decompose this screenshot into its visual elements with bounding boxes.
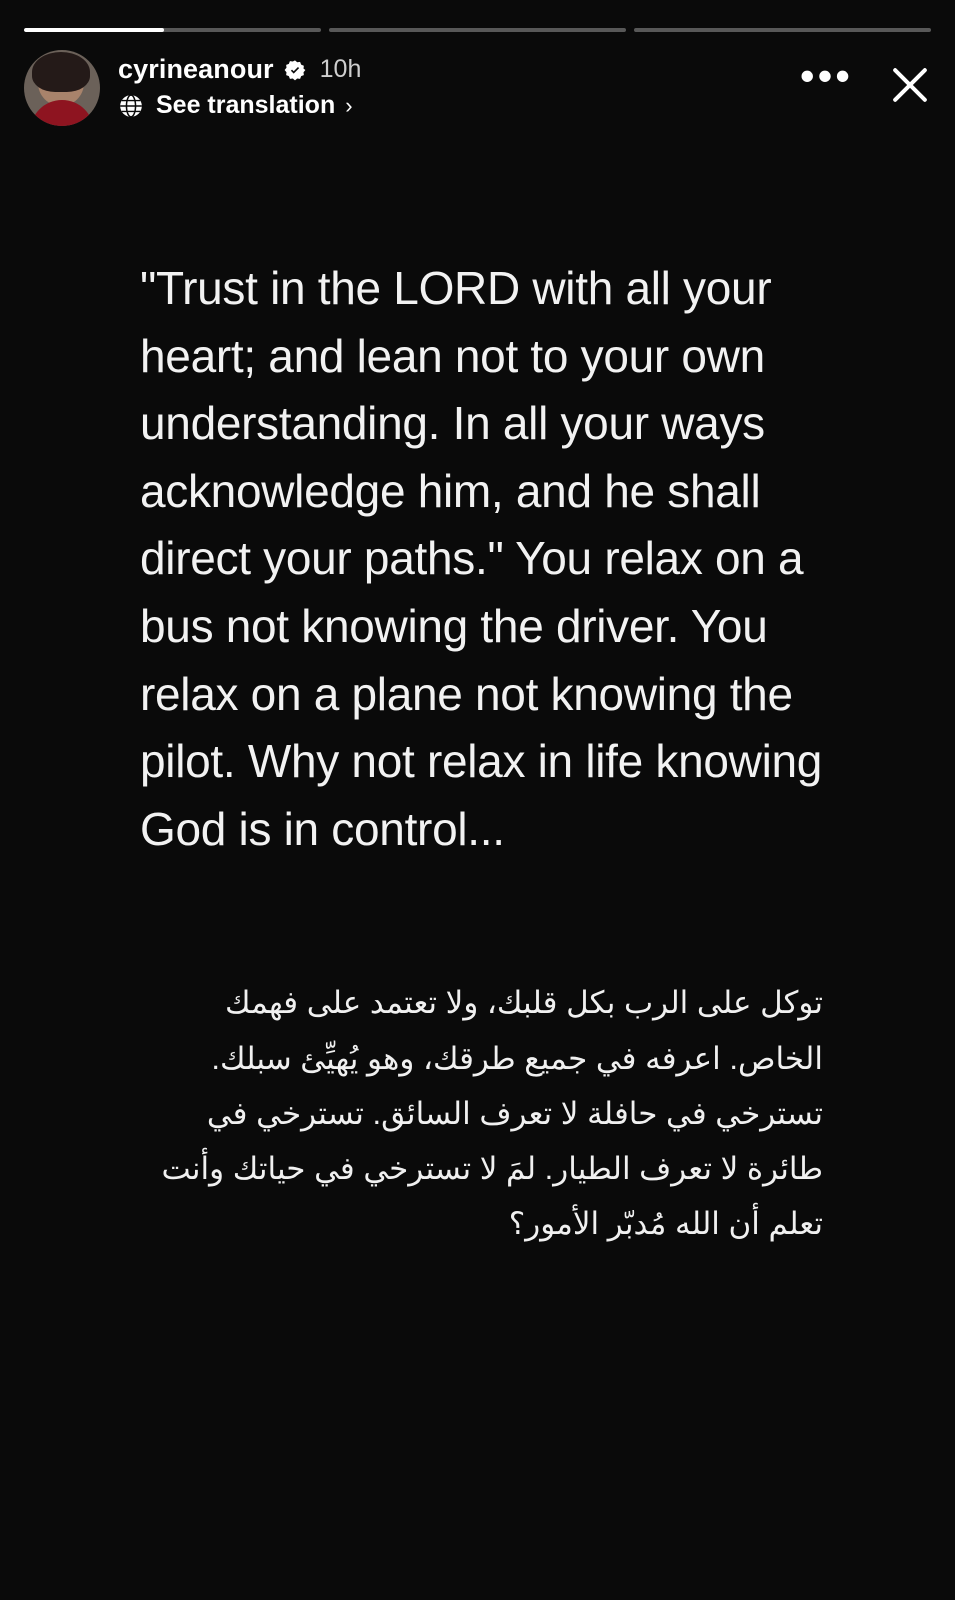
story-progress-bar (24, 28, 931, 32)
progress-segment-3[interactable] (634, 28, 931, 32)
globe-icon (118, 93, 144, 119)
story-text-arabic: توكل على الرب بكل قلبك، ولا تعتمد على فهمك الخاص. اعرفه في جميع طرقك، وهو يُهيِّئ سبلك. تسترخي في حافلة لا تعرف السائق. تسترخي في طائرة لا تعرف الطيار. لمَ لا تسترخي في حياتك وأنت تعلم أن الله مُدبّر الأمور؟ (161, 985, 823, 1242)
account-row[interactable] (118, 54, 361, 85)
header-controls (799, 52, 933, 106)
see-translation-label: See translation (156, 91, 336, 119)
close-icon[interactable] (887, 60, 933, 106)
see-translation-button[interactable] (118, 91, 361, 120)
progress-segment-1-fill (24, 28, 164, 32)
avatar[interactable] (24, 50, 100, 126)
story-header (24, 48, 931, 128)
progress-segment-1[interactable] (24, 28, 321, 32)
chevron-right-icon: › (345, 92, 353, 118)
story-text-english: "Trust in the LORD with all your heart; and lean not to your own understanding. In all your ways acknowledge him, and he shall direct your paths." You relax on a bus not knowing the driver. You relax on a plane not knowing the pilot. Why not relax in life knowing God is in control... (140, 262, 835, 855)
verified-badge-icon (284, 59, 306, 81)
header-text-group (118, 48, 361, 120)
timestamp-label: 10h (319, 55, 362, 83)
more-options-icon[interactable]: ••• (799, 52, 853, 99)
avatar-hair (32, 52, 90, 92)
avatar-dress (30, 100, 94, 126)
progress-segment-2[interactable] (329, 28, 626, 32)
story-content (140, 255, 835, 1251)
username-label[interactable]: cyrineanour (118, 54, 274, 84)
